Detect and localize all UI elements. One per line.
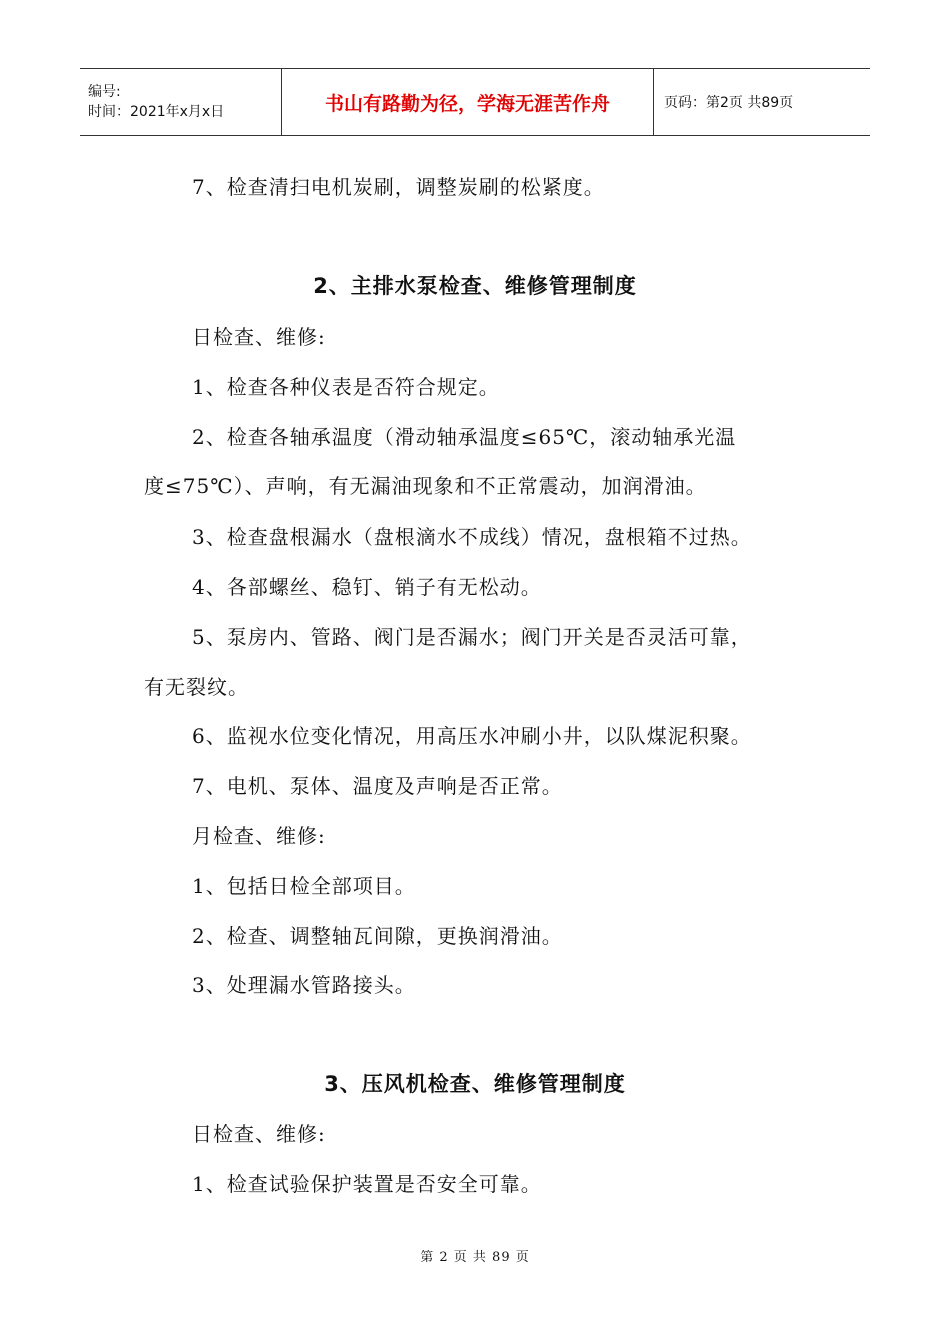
page-footer: 第 2 页 共 89 页 (420, 1250, 530, 1265)
paragraph: 5、泵房内、管路、阀门是否漏水；阀门开关是否灵活可靠， (192, 625, 752, 649)
paragraph: 4、各部螺丝、稳钉、销子有无松动。 (192, 575, 542, 599)
paragraph: 1、检查各种仪表是否符合规定。 (192, 375, 500, 399)
section-heading: 2、主排水泵检查、维修管理制度 (313, 274, 637, 298)
paragraph: 有无裂纹。 (144, 675, 249, 699)
document-number-label: 编号: (88, 84, 121, 100)
paragraph: 6、监视水位变化情况，用高压水冲刷小井，以队煤泥积聚。 (192, 724, 752, 748)
paragraph: 1、包括日检全部项目。 (192, 874, 416, 898)
section-heading: 3、压风机检查、维修管理制度 (324, 1072, 626, 1096)
paragraph: 3、检查盘根漏水（盘根滴水不成线）情况，盘根箱不过热。 (192, 525, 752, 549)
header-table (80, 68, 870, 136)
document-date: 时间：2021年x月x日 (88, 104, 225, 120)
paragraph: 月检查、维修: (192, 824, 326, 848)
paragraph: 7、电机、泵体、温度及声响是否正常。 (192, 774, 563, 798)
paragraph: 日检查、维修: (192, 325, 326, 349)
header-motto: 书山有路勤为径，学海无涯苦作舟 (282, 69, 654, 135)
paragraph: 1、检查试验保护装置是否安全可靠。 (192, 1172, 542, 1196)
header-meta (80, 69, 282, 135)
paragraph: 2、检查、调整轴瓦间隙，更换润滑油。 (192, 924, 563, 948)
paragraph: 2、检查各轴承温度（滑动轴承温度≤65℃，滚动轴承光温 (192, 425, 737, 449)
paragraph: 7、检查清扫电机炭刷，调整炭刷的松紧度。 (192, 175, 605, 199)
paragraph: 日检查、维修: (192, 1122, 326, 1146)
paragraph: 度≤75℃）、声响，有无漏油现象和不正常震动，加润滑油。 (144, 474, 707, 498)
header-page-info: 页码：第2页 共89页 (664, 95, 794, 111)
paragraph: 3、处理漏水管路接头。 (192, 973, 416, 997)
